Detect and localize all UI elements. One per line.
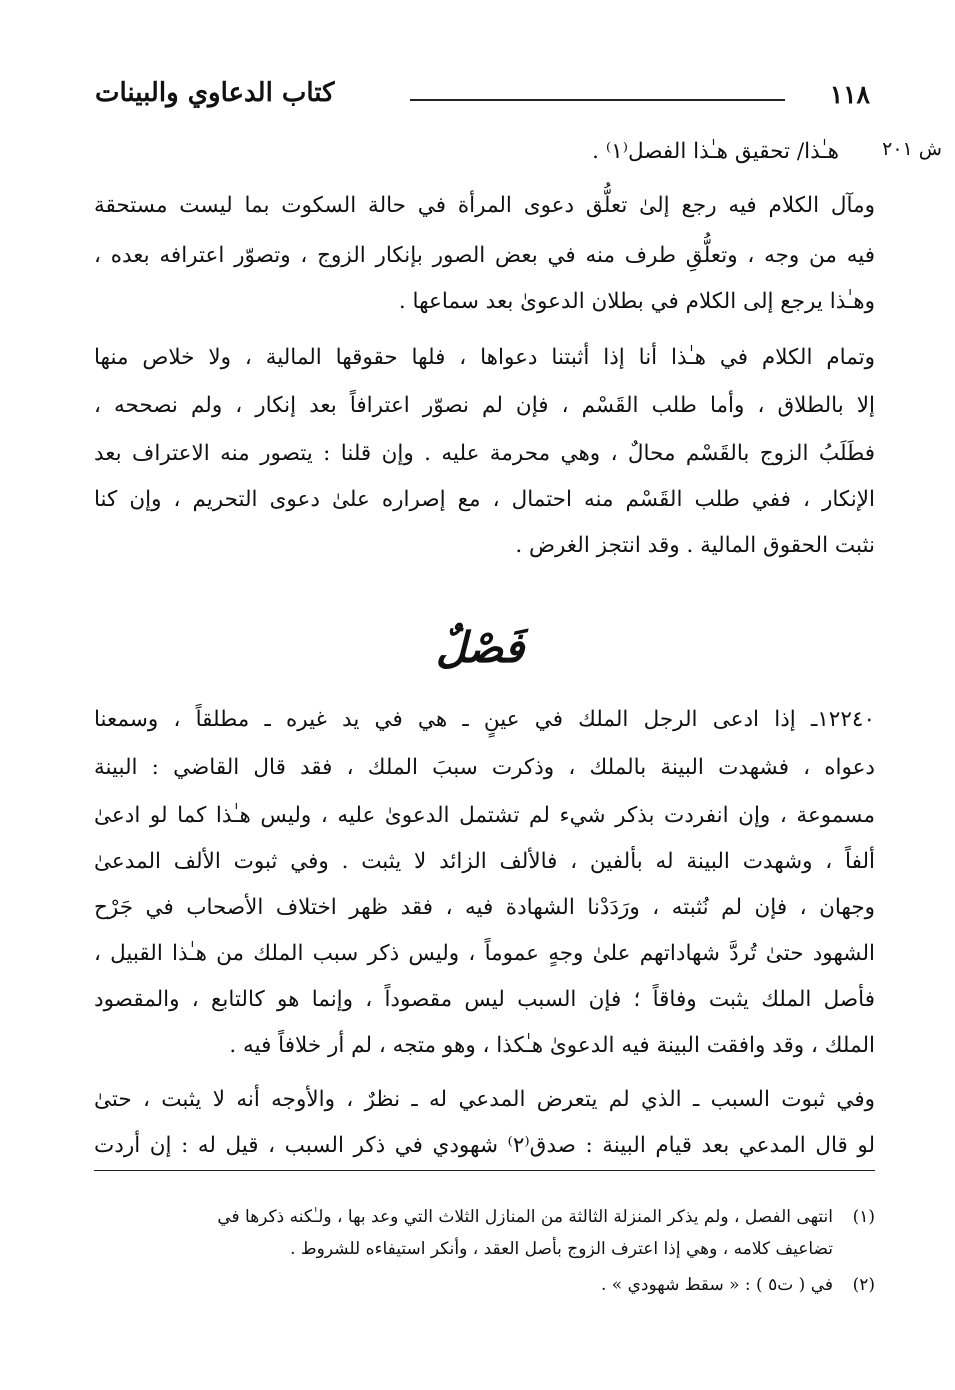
text-line: فأصل الملك يثبت وفاقاً ؛ فإن السبب ليس مقصوداً ، وإنما هو كالتابع ، والمقصود (94, 987, 875, 1012)
text-line: مسموعة ، وإن انفردت بذكر شيء لم تشتمل الدعوىٰ عليه ، وليس هـٰذا كما لو ادعىٰ (94, 803, 875, 828)
header-rule (410, 99, 785, 101)
footnote-text: تضاعيف كلامه ، وهي إذا اعترف الزوج بأصل العقد ، وأنكر استيفاءه للشروط . (290, 1239, 833, 1259)
text-line: الشهود حتىٰ تُردَّ شهاداتهم علىٰ وجهٍ عموماً ، وليس ذكر سبب الملك من هـٰذا القبيل ، (94, 941, 875, 966)
text-line: ألفاً ، وشهدت البينة له بألفين ، فالألف الزائد لا يثبت . وفي ثبوت الألف المدعىٰ (94, 849, 875, 874)
text-line: ١٢٢٤٠ـ إذا ادعى الرجل الملك في عينٍ ـ هي في يد غيره ـ مطلقاً ، وسمعنا (94, 707, 875, 732)
footnote-2 (94, 1270, 875, 1300)
text-line: لو قال المدعي بعد قيام البينة : صدق⁽٢⁾ شهودي في ذكر السبب ، قيل له : إن أردت (94, 1133, 875, 1158)
text-line: وهـٰذا يرجع إلى الكلام في بطلان الدعوىٰ بعد سماعها . (398, 289, 875, 314)
text-line: إلا بالطلاق ، وأما طلب القَسْم ، فإن لم نصوّر اعترافاً بعد إنكار ، ولم نصححه ، (94, 393, 875, 418)
manuscript-folio-note: ش ٢٠١ (882, 138, 942, 160)
text-line: وجهان ، فإن لم نُثبته ، ورَدَدْنا الشهادة فيه ، فقد ظهر اختلاف الأصحاب في جَرْح (94, 895, 875, 920)
text-line: وتمام الكلام في هـٰذا أنا إذا أثبتنا دعواها ، فلها حقوقها المالية ، ولا خلاص منها (94, 345, 875, 370)
text-line: الملك ، وقد وافقت البينة فيه الدعوىٰ هـٰكذا ، وهو متجه ، لم أر خلافاً فيه . (229, 1033, 875, 1058)
text-line: فيه من وجه ، وتعلُّقِ طرف منه في بعض الصور بإنكار الزوج ، وتصوّر اعترافه بعده ، (94, 243, 875, 268)
text-line: دعواه ، فشهدت البينة بالملك ، وذكرت سببَ الملك ، فقد قال القاضي : البينة (94, 755, 875, 780)
footnote-number: (١) (852, 1207, 875, 1227)
footnote-number: (٢) (852, 1275, 875, 1295)
running-header (95, 78, 880, 118)
section-heading: فَصْلٌ (435, 623, 525, 672)
footnote-1 (94, 1202, 875, 1232)
text-line: الإنكار ، ففي طلب القَسْم منه احتمال ، مع إصراره علىٰ دعوى التحريم ، وإن كنا (94, 487, 875, 512)
footnote-1-continued (94, 1234, 875, 1264)
footnote-text: في ( ت٥ ) : « سقط شهودي » . (600, 1275, 833, 1295)
footnote-text: انتهى الفصل ، ولم يذكر المنزلة الثالثة من المنازل الثلاث التي وعد بها ، ولـٰكنه ذكرها في (217, 1207, 833, 1227)
text-line: فطَلَبُ الزوج بالقَسْم محالٌ ، وهي محرمة عليه . وإن قلنا : يتصور منه الاعتراف بعد (94, 441, 875, 466)
text-line: هـٰذا/ تحقيق هـٰذا الفصل⁽١⁾ . (592, 139, 839, 164)
footnote-separator (94, 1170, 875, 1171)
text-line: وفي ثبوت السبب ـ الذي لم يتعرض المدعي له ـ نظرٌ ، والأوجه أنه لا يثبت ، حتىٰ (94, 1087, 875, 1112)
text-line: ومآل الكلام فيه رجع إلىٰ تعلُّق دعوى المرأة في حالة السكوت بما ليست مستحقة (94, 193, 875, 218)
page-number: ١١٨ (829, 80, 870, 109)
book-title: كتاب الدعاوي والبينات (95, 78, 335, 108)
text-line: نثبت الحقوق المالية . وقد انتجز الغرض . (515, 533, 875, 558)
